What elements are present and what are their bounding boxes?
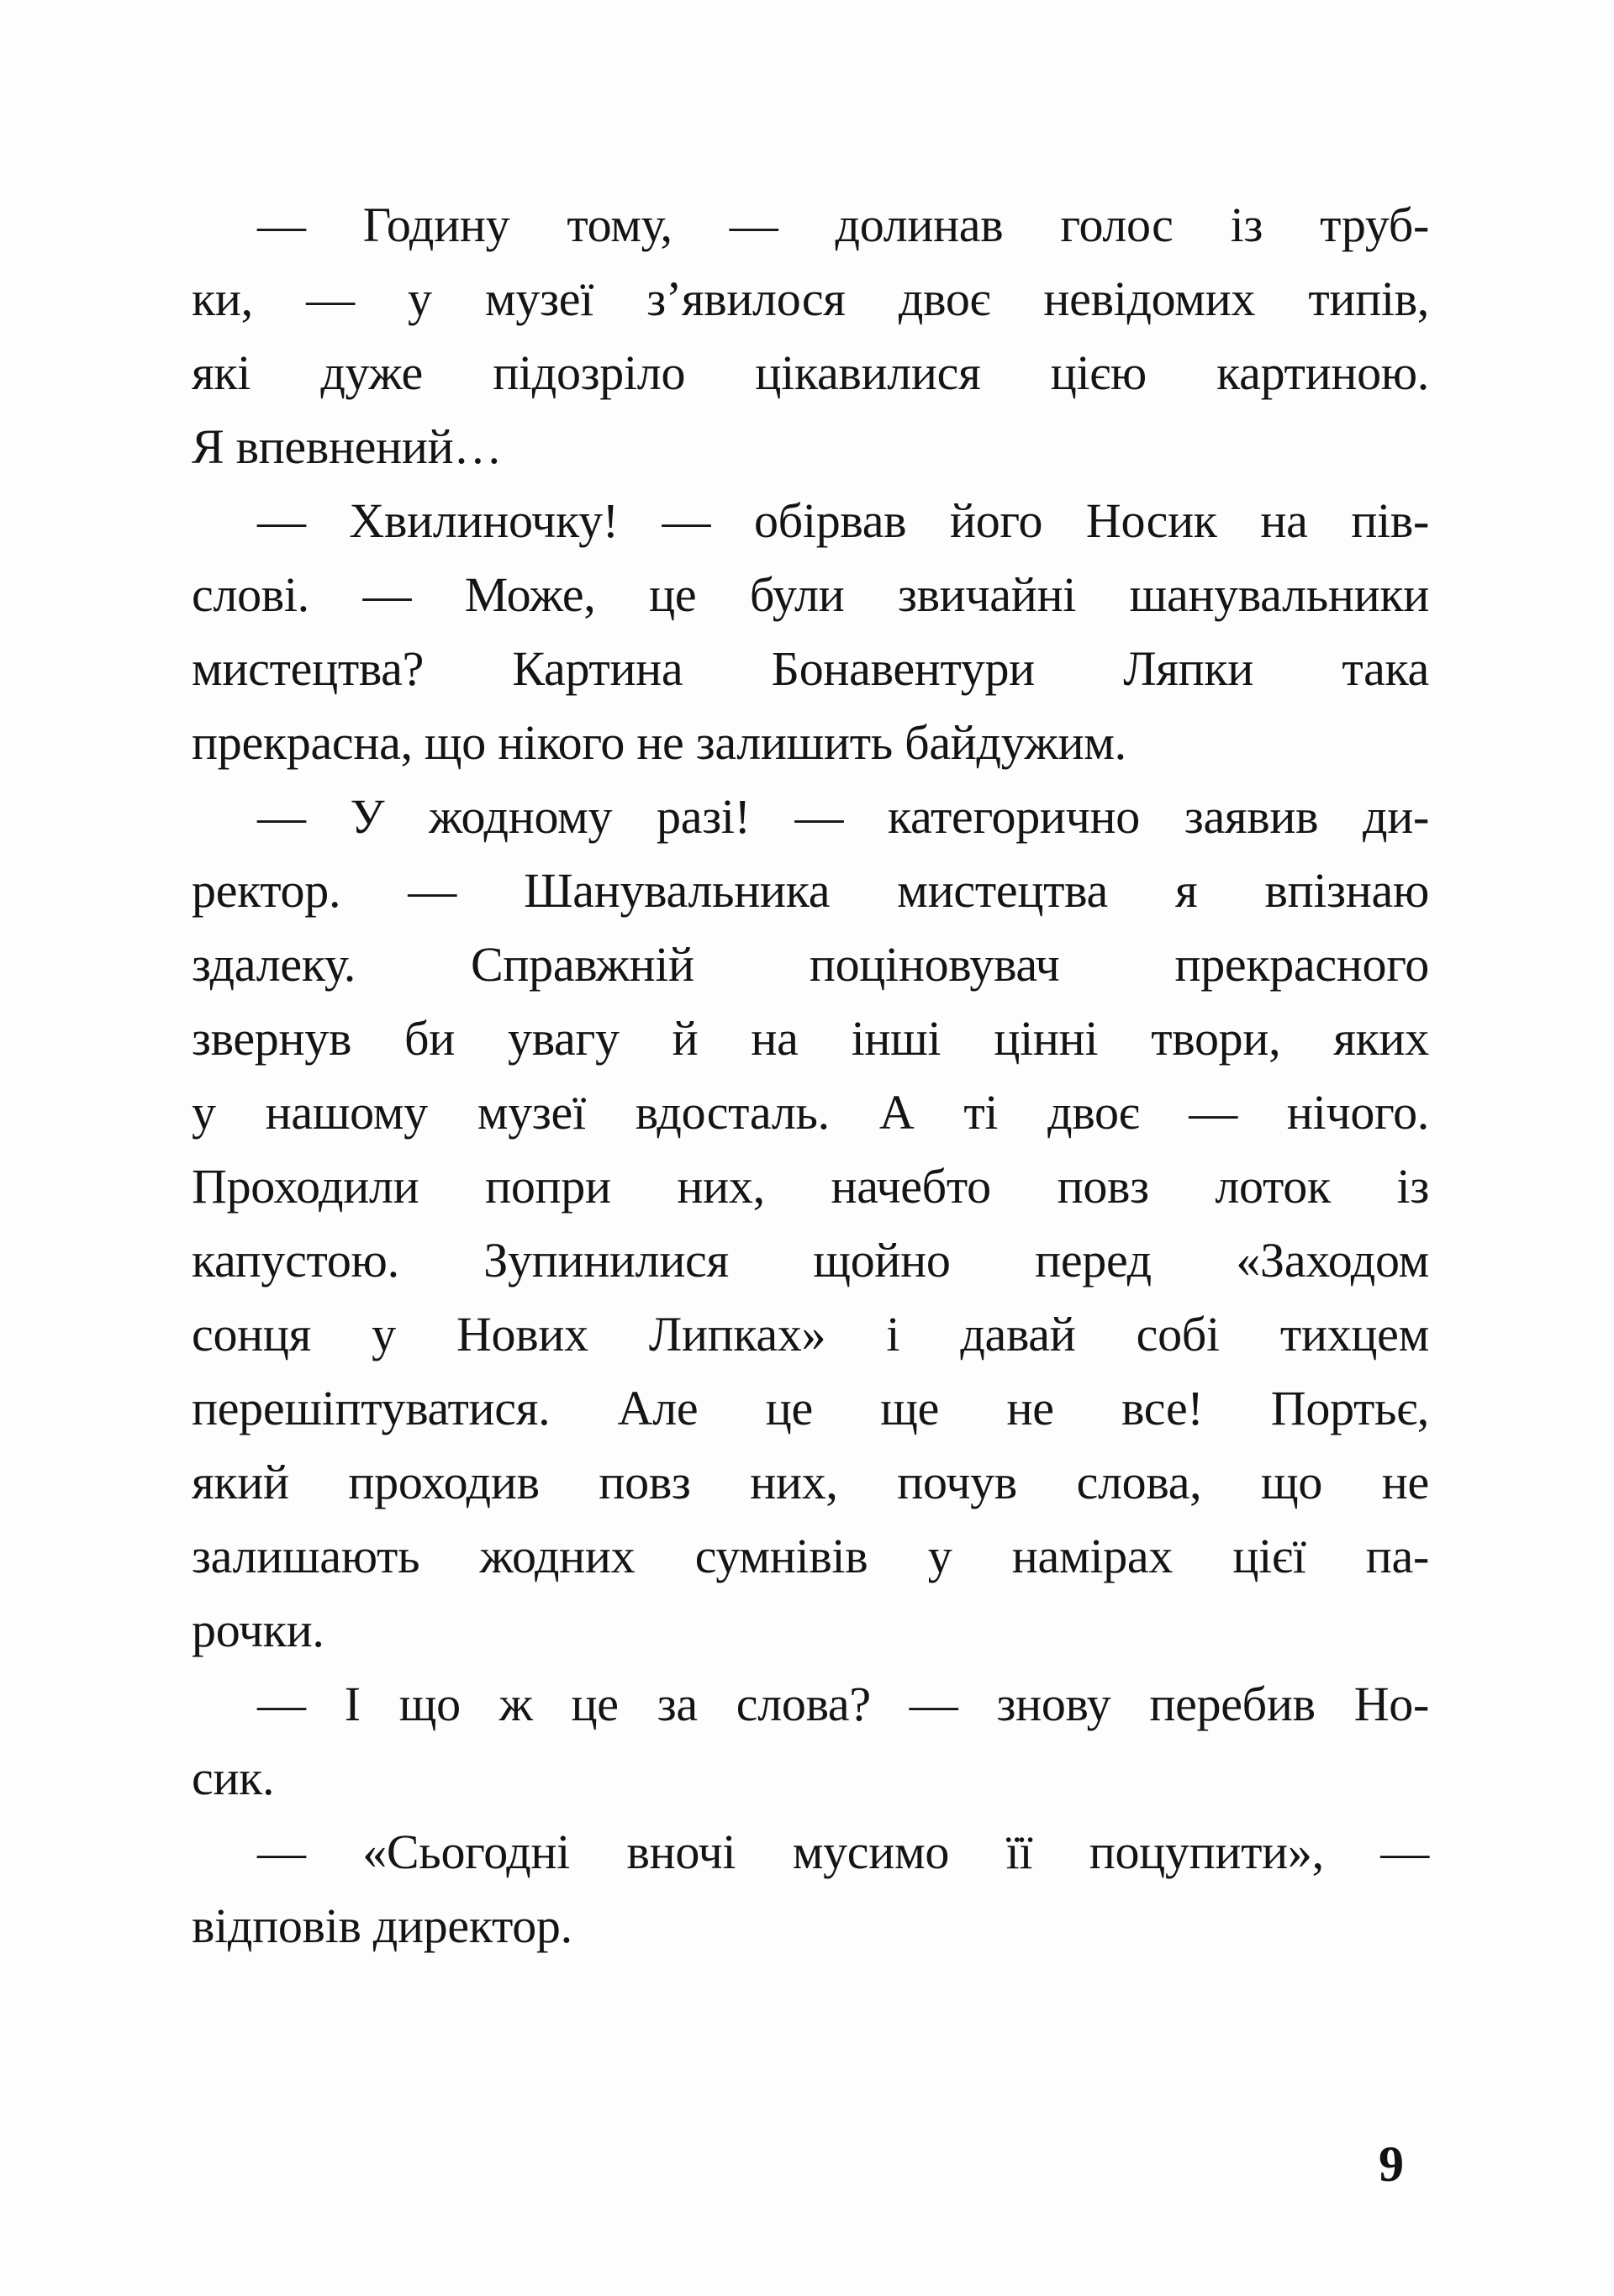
text-line: прекрасна, що нікого не залишить байдужим.	[192, 715, 1126, 770]
paragraph	[192, 484, 1429, 780]
text-line: — У жодному разі! — категорично заявив ди-	[257, 789, 1429, 844]
text-line: — «Сьогодні вночі мусимо її поцупити», —	[257, 1825, 1429, 1879]
text-line: — І що ж це за слова? — знову перебив Но-	[257, 1677, 1429, 1731]
text-line: слові. — Може, це були звичайні шанувальники	[192, 567, 1429, 622]
text-line: звернув би увагу й на інші цінні твори, яких	[192, 1011, 1429, 1066]
text-line: Я впевнений…	[192, 419, 503, 474]
text-line: ки, — у музеї з’явилося двоє невідомих типів,	[192, 271, 1429, 326]
text-block	[192, 188, 1429, 1963]
text-line: залишають жодних сумнівів у намірах цієї па-	[192, 1529, 1429, 1583]
text-line: рочки.	[192, 1603, 324, 1657]
text-line: відповів директор.	[192, 1898, 572, 1953]
text-line: Проходили попри них, начебто повз лоток із	[192, 1159, 1429, 1214]
paragraph	[192, 1815, 1429, 1963]
text-line: перешіптуватися. Але це ще не все! Портьє,	[192, 1381, 1429, 1435]
paragraph	[192, 780, 1429, 1667]
paragraph	[192, 1667, 1429, 1815]
text-line: у нашому музеї вдосталь. А ті двоє — нічого.	[192, 1085, 1429, 1140]
text-line: мистецтва? Картина Бонавентури Ляпки така	[192, 641, 1429, 696]
text-line: який проходив повз них, почув слова, що не	[192, 1455, 1429, 1509]
text-line: — Хвилиночку! — обірвав його Носик на пів-	[257, 493, 1429, 548]
text-line: — Годину тому, — долинав голос із труб-	[257, 197, 1429, 252]
text-line: здалеку. Справжній поціновувач прекрасного	[192, 937, 1429, 992]
text-line: капустою. Зупинилися щойно перед «Заходом	[192, 1233, 1429, 1288]
text-line: сонця у Нових Липках» і давай собі тихцем	[192, 1307, 1429, 1361]
text-line: ректор. — Шанувальника мистецтва я впізнаю	[192, 863, 1429, 918]
text-line: які дуже підозріло цікавилися цією картиною.	[192, 345, 1429, 400]
page-number: 9	[1379, 2136, 1404, 2192]
text-line: сик.	[192, 1751, 275, 1805]
paragraph	[192, 188, 1429, 484]
